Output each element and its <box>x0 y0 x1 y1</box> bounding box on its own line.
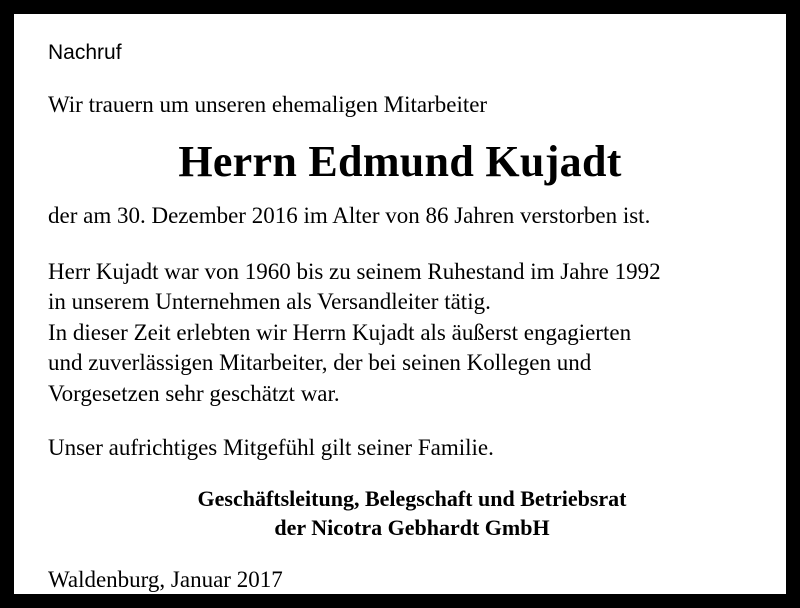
tribute-line: In dieser Zeit erlebten wir Herrn Kujadt als äußerst engagierten <box>48 319 632 345</box>
obituary-inner <box>14 14 786 594</box>
obituary-intro: Wir trauern um unseren ehemaligen Mitarbeiter <box>48 92 488 118</box>
death-details: der am 30. Dezember 2016 im Alter von 86 Jahren verstorben ist. <box>48 203 651 229</box>
tribute-line: in unserem Unternehmen als Versandleiter tätig. <box>48 289 491 315</box>
signature-line: der Nicotra Gebhardt GmbH <box>274 514 550 540</box>
signature-block <box>48 485 752 542</box>
tribute-line: und zuverlässigen Mitarbeiter, der bei seinen Kollegen und <box>48 350 592 376</box>
tribute-line: Vorgesetzen sehr geschätzt war. <box>48 380 340 406</box>
obituary-kicker: Nachruf <box>48 41 122 64</box>
signature-line: Geschäftsleitung, Belegschaft und Betriebsrat <box>197 486 627 512</box>
tribute-line: Unser aufrichtiges Mitgefühl gilt seiner Familie. <box>48 434 494 460</box>
deceased-name: Herrn Edmund Kujadt <box>178 136 622 186</box>
tribute-paragraph-2 <box>48 433 752 463</box>
tribute-line: Herr Kujadt war von 1960 bis zu seinem Ruhestand im Jahre 1992 <box>48 259 661 285</box>
place-and-date: Waldenburg, Januar 2017 <box>48 567 283 593</box>
tribute-paragraph-1 <box>48 257 752 409</box>
